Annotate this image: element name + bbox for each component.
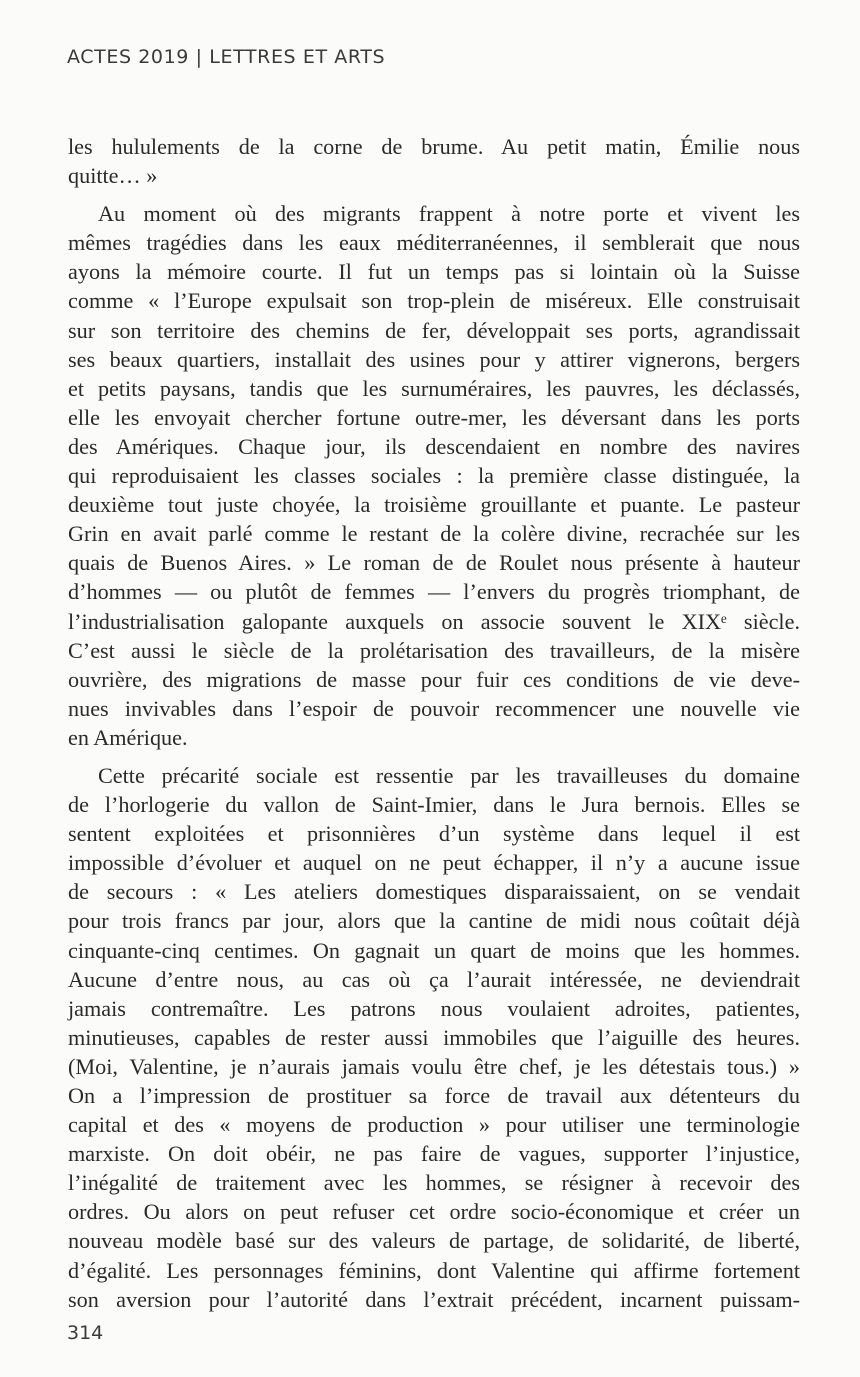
text-line: deuxième tout juste choyée, la troisième grouillante et puante. Le pasteur <box>68 492 800 518</box>
text-line: minutieuses, capables de rester aussi immobiles que l’aiguille des heures. <box>68 1024 800 1050</box>
text-line: sur son territoire des chemins de fer, développait ses ports, agrandissait <box>68 317 800 343</box>
paragraph-precarite <box>68 761 800 1314</box>
text-line: sentent exploitées et prisonnières d’un système dans lequel il est <box>68 821 800 847</box>
text-line: de secours : « Les ateliers domestiques disparaissaient, on se vendait <box>68 879 800 905</box>
text-line: l’inégalité de traitement avec les hommes, se résigner à recevoir des <box>68 1170 800 1196</box>
text-line: Cette précarité sociale est ressentie par les travailleuses du domaine <box>98 762 800 788</box>
text-line: de l’horlogerie du vallon de Saint-Imier, dans le Jura bernois. Elles se <box>68 792 800 818</box>
text-line: son aversion pour l’autorité dans l’extrait précédent, incarnent puissam- <box>68 1286 800 1312</box>
text-line: d’hommes — ou plutôt de femmes — l’envers du progrès triomphant, de <box>68 579 800 605</box>
text-line: Au moment où des migrants frappent à notre porte et vivent les <box>98 201 800 227</box>
text-line: les hululements de la corne de brume. Au petit matin, Émilie nous <box>68 134 800 159</box>
text-line: des Amériques. Chaque jour, ils descendaient en nombre des navires <box>68 433 800 459</box>
text-line: cinquante-cinq centimes. On gagnait un quart de moins que les hommes. <box>68 937 800 963</box>
text-line: pour trois francs par jour, alors que la cantine de midi nous coûtait déjà <box>68 908 800 934</box>
text-line: impossible d’évoluer et auquel on ne peut échapper, il n’y a aucune issue <box>68 850 800 876</box>
text-line: C’est aussi le siècle de la prolétarisation des travailleurs, de la misère <box>68 637 800 663</box>
text-line: jamais contremaître. Les patrons nous voulaient adroites, patientes, <box>68 995 800 1021</box>
text-line: en Amérique. <box>68 724 188 750</box>
paragraph-migrants <box>68 199 800 752</box>
text-line: nouveau modèle basé sur des valeurs de partage, de solidarité, de liberté, <box>68 1228 800 1254</box>
text-line: ses beaux quartiers, installait des usines pour y attirer vignerons, bergers <box>68 346 800 372</box>
text-line: et petits paysans, tandis que les surnuméraires, les pauvres, les déclassés, <box>68 375 800 401</box>
running-head: ACTES 2019 | LETTRES ET ARTS <box>67 46 386 68</box>
text-line: nues invivables dans l’espoir de pouvoir recommencer une nouvelle vie <box>68 695 800 721</box>
text-line: marxiste. On doit obéir, ne pas faire de vagues, supporter l’injustice, <box>68 1141 800 1167</box>
paragraph-continuation <box>68 132 800 190</box>
text-line: Aucune d’entre nous, au cas où ça l’aurait intéressée, ne deviendrait <box>68 966 800 992</box>
text-line: quais de Buenos Aires. » Le roman de de Roulet nous présente à hauteur <box>68 550 800 576</box>
text-line: elle les envoyait chercher fortune outre-mer, les déversant dans les ports <box>68 404 800 430</box>
text-line: d’égalité. Les personnages féminins, dont Valentine qui affirme fortement <box>68 1257 800 1283</box>
page-number: 314 <box>67 1322 104 1344</box>
text-line: (Moi, Valentine, je n’aurais jamais voulu être chef, je les détestais tous.) » <box>68 1053 800 1079</box>
text-line: mêmes tragédies dans les eaux méditerranéennes, il semblerait que nous <box>68 230 800 256</box>
text-line: ordres. Ou alors on peut refuser cet ordre socio-économique et créer un <box>68 1199 800 1225</box>
text-line: qui reproduisaient les classes sociales : la première classe distinguée, la <box>68 463 800 489</box>
text-line: On a l’impression de prostituer sa force de travail aux détenteurs du <box>68 1083 800 1108</box>
text-line: ouvrière, des migrations de masse pour fuir ces conditions de vie deve- <box>68 666 800 692</box>
text-line: capital et des « moyens de production » pour utiliser une terminologie <box>68 1112 800 1138</box>
text-line: quitte… » <box>68 163 158 189</box>
text-line: ayons la mémoire courte. Il fut un temps pas si lointain où la Suisse <box>68 259 800 285</box>
text-line: comme « l’Europe expulsait son trop-plein de miséreux. Elle construisait <box>68 288 800 314</box>
page-body <box>68 132 800 1314</box>
text-line: l’industrialisation galopante auxquels on associe souvent le XIXᵉ siècle. <box>68 608 800 634</box>
text-line: Grin en avait parlé comme le restant de la colère divine, recrachée sur les <box>68 521 800 547</box>
